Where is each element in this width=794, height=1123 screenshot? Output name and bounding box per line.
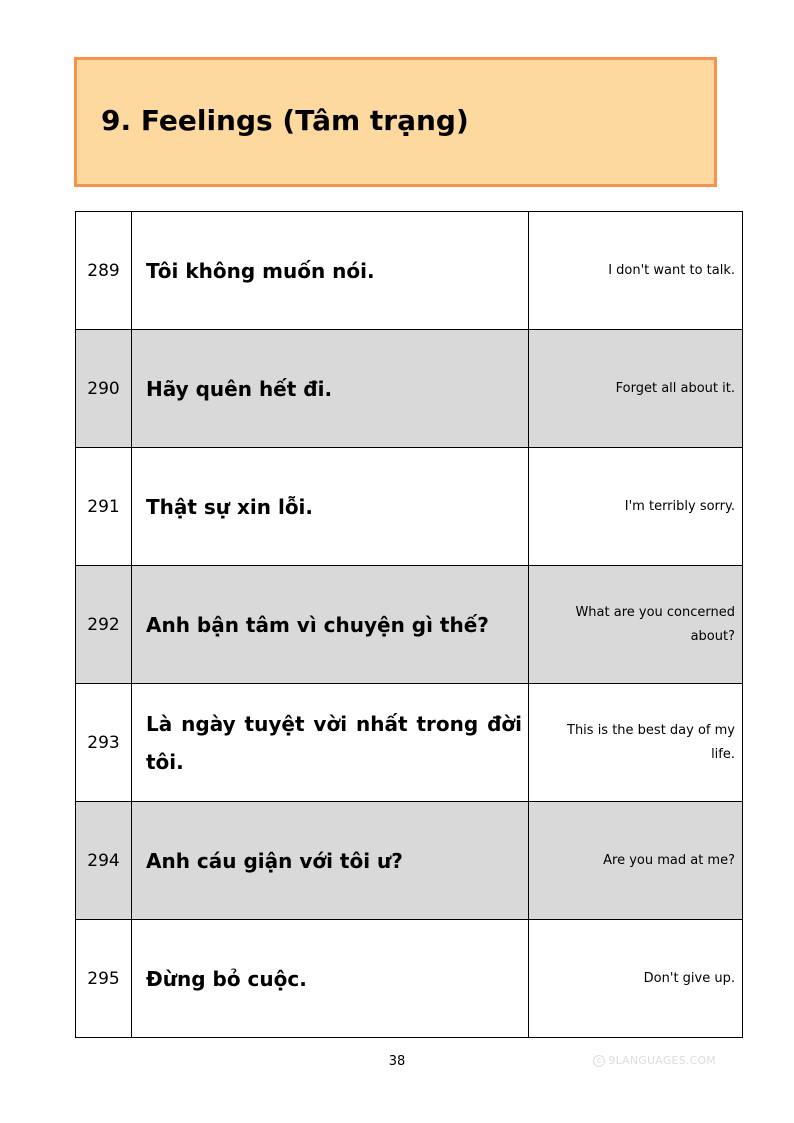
phrase-number: 290 bbox=[76, 330, 132, 448]
english-translation: Don't give up. bbox=[643, 970, 735, 986]
watermark-text: 9LANGUAGES.COM bbox=[608, 1054, 716, 1067]
section-header bbox=[74, 57, 717, 187]
table-row bbox=[76, 448, 743, 566]
table-row bbox=[76, 330, 743, 448]
english-translation-cell bbox=[529, 566, 743, 684]
phrase-number: 293 bbox=[76, 684, 132, 802]
phrase-number: 289 bbox=[76, 212, 132, 330]
english-translation: I'm terribly sorry. bbox=[624, 498, 735, 514]
table-row bbox=[76, 802, 743, 920]
english-translation-cell bbox=[529, 212, 743, 330]
watermark bbox=[593, 1054, 716, 1067]
vietnamese-phrase: Tôi không muốn nói. bbox=[132, 212, 529, 330]
vietnamese-phrase: Đừng bỏ cuộc. bbox=[132, 920, 529, 1038]
copyright-icon: C bbox=[593, 1055, 605, 1067]
english-translation-cell bbox=[529, 684, 743, 802]
vietnamese-phrase: Thật sự xin lỗi. bbox=[132, 448, 529, 566]
phrase-number: 294 bbox=[76, 802, 132, 920]
table-row bbox=[76, 920, 743, 1038]
english-translation-cell bbox=[529, 330, 743, 448]
table-row bbox=[76, 566, 743, 684]
english-translation: What are you concerned about? bbox=[575, 604, 735, 644]
phrase-table bbox=[75, 211, 743, 1038]
vietnamese-phrase: Anh cáu giận với tôi ư? bbox=[132, 802, 529, 920]
phrase-number: 292 bbox=[76, 566, 132, 684]
english-translation: Are you mad at me? bbox=[603, 852, 735, 868]
english-translation-cell bbox=[529, 448, 743, 566]
phrase-number: 295 bbox=[76, 920, 132, 1038]
vietnamese-phrase: Anh bận tâm vì chuyện gì thế? bbox=[132, 566, 529, 684]
table-row bbox=[76, 212, 743, 330]
vietnamese-phrase: Hãy quên hết đi. bbox=[132, 330, 529, 448]
english-translation: I don't want to talk. bbox=[608, 262, 735, 278]
section-title: 9. Feelings (Tâm trạng) bbox=[101, 104, 469, 137]
vietnamese-phrase: Là ngày tuyệt vời nhất trong đời tôi. bbox=[132, 684, 529, 802]
english-translation: This is the best day of my life. bbox=[567, 722, 735, 762]
table-row bbox=[76, 684, 743, 802]
phrase-number: 291 bbox=[76, 448, 132, 566]
english-translation-cell bbox=[529, 920, 743, 1038]
page-number: 38 bbox=[388, 1054, 406, 1069]
english-translation: Forget all about it. bbox=[615, 380, 735, 396]
english-translation-cell bbox=[529, 802, 743, 920]
